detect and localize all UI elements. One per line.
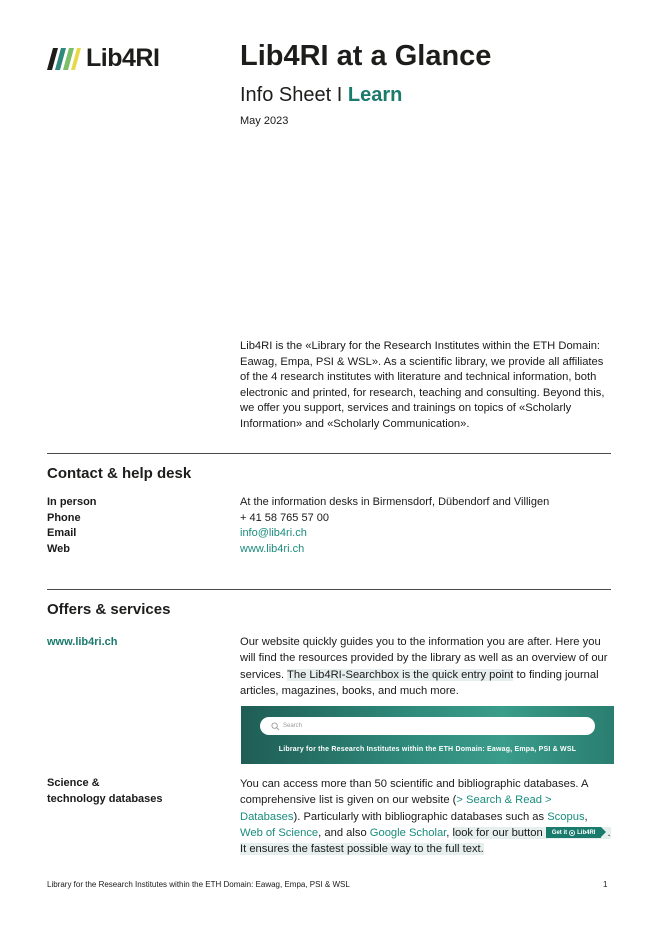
- divider: [47, 589, 611, 590]
- footer-text: Library for the Research Institutes within the ETH Domain: Eawag, Empa, PSI & WSL: [47, 880, 350, 889]
- button-arrow-icon: [601, 827, 606, 837]
- publication-date: May 2023: [240, 115, 289, 127]
- website-side-link[interactable]: www.lib4ri.ch: [47, 636, 118, 648]
- databases-label-line: Science &: [47, 777, 100, 789]
- databases-text: ,: [446, 826, 453, 839]
- logo-stripes-icon: [47, 48, 81, 70]
- databases-link[interactable]: > Search & Read > Databases: [240, 794, 552, 823]
- contact-value-phone: + 41 58 765 57 00: [240, 512, 329, 524]
- contact-value-in-person: At the information desks in Birmensdorf, Dübendorf and Villigen: [240, 496, 550, 508]
- website-text: Our website quickly guides you to the information you are after. Here you will find the resources provided by the library as well as an overview of our services.: [240, 636, 608, 681]
- databases-text: You can access more than 50 scientific and bibliographic databases. A comprehensive list is given on our website (: [240, 778, 588, 807]
- contact-label-phone: Phone: [47, 512, 81, 524]
- subtitle-prefix: Info Sheet I: [240, 84, 348, 106]
- page-subtitle: [240, 84, 402, 107]
- lib4ri-logo: [47, 44, 159, 73]
- divider: [47, 453, 611, 454]
- offers-heading: Offers & services: [47, 601, 171, 618]
- searchbox-banner: [241, 706, 614, 764]
- banner-search-input[interactable]: [260, 717, 595, 735]
- contact-label-in-person: In person: [47, 496, 97, 508]
- contact-label-email: Email: [47, 527, 77, 539]
- banner-tagline: Library for the Research Institutes within the ETH Domain: Eawag, Empa, PSI & WSL: [278, 746, 577, 753]
- website-paragraph: [240, 634, 613, 699]
- page-title: Lib4RI at a Glance: [240, 40, 492, 72]
- web-link[interactable]: www.lib4ri.ch: [240, 543, 305, 555]
- search-placeholder: Search: [283, 723, 303, 729]
- contact-heading: Contact & help desk: [47, 465, 192, 482]
- searchbox-highlight: The Lib4RI-Searchbox is the quick entry point: [287, 668, 514, 681]
- google-scholar-link[interactable]: Google Scholar: [369, 826, 447, 839]
- databases-text: , and also: [318, 826, 370, 839]
- get-it-label: Get it: [551, 829, 568, 836]
- website-text: to finding journal articles, magazines, books, and much more.: [240, 668, 599, 697]
- databases-text: look for our button: [452, 826, 546, 839]
- databases-label: [47, 776, 163, 807]
- email-link[interactable]: info@lib4ri.ch: [240, 527, 307, 539]
- scopus-link[interactable]: Scopus: [547, 810, 585, 823]
- databases-text: ). Particularly with bibliographic databases such as: [293, 810, 548, 823]
- page-number: 1: [603, 880, 608, 889]
- logo-text: Lib4RI: [86, 44, 160, 72]
- databases-text: ,: [584, 810, 588, 823]
- contact-label-web: Web: [47, 543, 71, 555]
- lib4ri-label: Lib4RI: [577, 829, 596, 836]
- databases-label-line: technology databases: [47, 792, 163, 805]
- search-icon: [271, 722, 280, 731]
- lib4ri-circle-icon: [569, 830, 575, 836]
- get-it-lib4ri-button[interactable]: [546, 827, 602, 838]
- subtitle-accent: Learn: [347, 84, 403, 106]
- web-of-science-link[interactable]: Web of Science: [240, 826, 319, 839]
- databases-paragraph: [240, 776, 613, 857]
- databases-text: . It ensures the fastest possible way to the full text.: [240, 826, 611, 856]
- intro-paragraph: Lib4RI is the «Library for the Research Institutes within the ETH Domain: Eawag, Empa, PSI & WSL». As a scientific library, we provide all affiliates of the 4 research institutes with literature and technical information, both electronic and printed, for research, teaching and consulting. Beyond this, we offer you support, services and trainings on topics of «Scholarly Information» and «Scholarly Communication».: [240, 340, 605, 430]
